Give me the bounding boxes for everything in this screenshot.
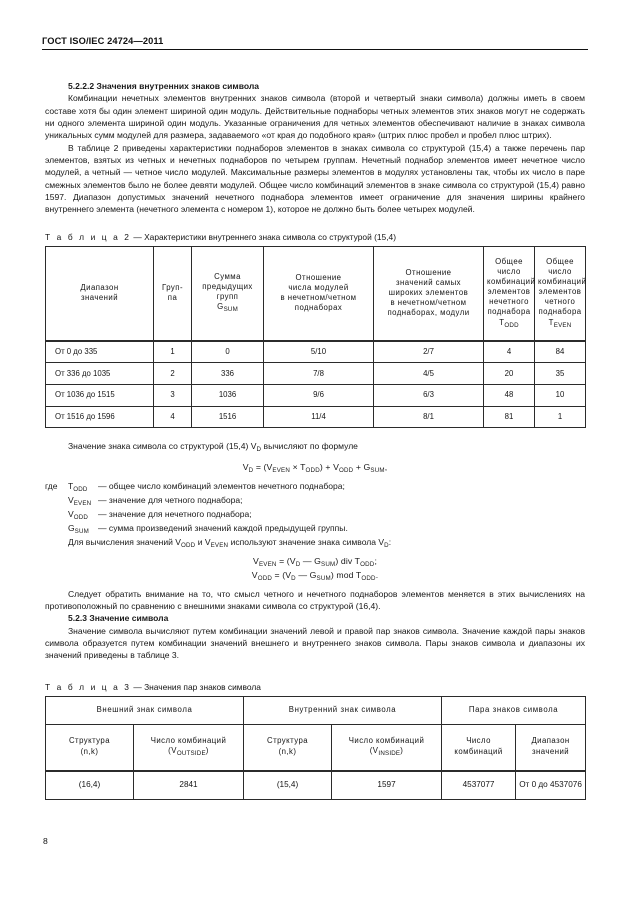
th-line: па xyxy=(167,292,178,302)
formula-subscript: ODD xyxy=(361,574,376,582)
where-symbol-subscript: ODD xyxy=(73,485,88,493)
spacer xyxy=(45,428,585,440)
cell-outside-combinations: 2841 xyxy=(134,771,244,800)
th-symbol: G xyxy=(217,302,224,312)
formula-token: = (V xyxy=(276,555,296,566)
formula-token: — G xyxy=(300,555,322,566)
where-symbol-subscript: EVEN xyxy=(73,499,92,507)
th-line: Число комбинаций xyxy=(348,735,425,745)
cell-outside-structure: (16,4) xyxy=(46,771,134,800)
cell-todd: 48 xyxy=(484,384,535,406)
cell-gsum: 1516 xyxy=(192,406,264,428)
cell-group: 3 xyxy=(154,384,192,406)
table3-th-pair-range xyxy=(516,724,586,771)
th-line: (n,k) xyxy=(278,746,297,756)
formula-token: = (V xyxy=(253,461,273,472)
where-symbol xyxy=(68,522,98,536)
header-standard-number: ГОСТ ISO/IEC 24724—2011 xyxy=(42,36,164,46)
where-definition: — сумма произведений значений каждой предыдущей группы. xyxy=(98,523,348,534)
cell-widest-ratio: 6/3 xyxy=(374,384,484,406)
th-line: поднабора xyxy=(487,307,531,317)
where-symbol-base: G xyxy=(68,523,75,534)
clause-heading-523: 5.2.3 Значение символа xyxy=(68,613,169,624)
table2-th-gsum xyxy=(192,246,264,341)
th-line: четного xyxy=(544,297,576,307)
table3-th-outside-combinations xyxy=(134,724,244,771)
usage-subscript: ODD xyxy=(180,542,196,550)
th-token: ) xyxy=(400,746,404,756)
th-subscript: INSIDE xyxy=(378,750,401,758)
formula-subscript: D xyxy=(248,466,254,474)
formula-token: — G xyxy=(295,569,317,580)
th-token: (V xyxy=(369,746,379,756)
formula-subscript: SUM xyxy=(370,466,385,474)
table3-th-pair-group: Пара знаков символа xyxy=(442,696,586,724)
table3-group-header-row xyxy=(46,696,586,724)
cell-gsum: 0 xyxy=(192,341,264,363)
formula-symbol-character-value xyxy=(45,461,585,475)
formula-intro-paragraph xyxy=(45,440,585,454)
th-line: широких элементов xyxy=(388,287,469,297)
where-symbol-base: V xyxy=(68,494,74,505)
cell-inside-structure: (15,4) xyxy=(244,771,332,800)
th-token: ) xyxy=(205,746,209,756)
th-line: значений xyxy=(532,746,570,756)
cell-group: 1 xyxy=(154,341,192,363)
cell-pair-range: От 0 до 4537076 xyxy=(516,771,586,800)
cell-widest-ratio: 8/1 xyxy=(374,406,484,428)
cell-group: 2 xyxy=(154,363,192,385)
usage-subscript: EVEN xyxy=(210,542,229,550)
th-line: элементов xyxy=(538,287,582,297)
th-line: комбинаций xyxy=(538,277,587,287)
formula-token: = (V xyxy=(272,569,292,580)
table3-th-outside-structure xyxy=(46,724,134,771)
th-line: Диапазон xyxy=(531,736,570,746)
formula-intro-subscript: D xyxy=(256,446,262,454)
table2-th-group xyxy=(154,246,192,341)
cell-range: От 1036 до 1515 xyxy=(46,384,154,406)
th-subscript: ODD xyxy=(504,321,519,329)
table2-th-widest-ratio xyxy=(374,246,484,341)
table2-th-teven xyxy=(535,246,586,341)
th-line: Отношение xyxy=(405,267,452,277)
clause-heading-5222: 5.2.2.2 Значения внутренних знаков символа xyxy=(68,81,260,91)
formula-line xyxy=(45,461,585,475)
formula-line-vodd xyxy=(45,569,585,583)
cell-teven: 84 xyxy=(535,341,586,363)
cell-widest-ratio: 4/5 xyxy=(374,363,484,385)
table-row xyxy=(46,341,586,363)
th-line: Общее число xyxy=(495,256,523,277)
formula-token: V xyxy=(253,555,259,566)
where-item xyxy=(45,522,585,536)
table3-caption xyxy=(45,682,585,692)
table2-th-module-ratio xyxy=(264,246,374,341)
usage-mid: и V xyxy=(195,537,211,548)
formula-token: V xyxy=(251,569,258,580)
cell-pair-combinations: 4537077 xyxy=(442,771,516,800)
table3-sub-header-row xyxy=(46,724,586,771)
where-definition: — значение для четного поднабора; xyxy=(98,494,243,505)
th-line: Отношение xyxy=(295,272,342,282)
cell-inside-combinations: 1597 xyxy=(332,771,442,800)
formula-token: . xyxy=(375,569,379,580)
formula-veven-vodd xyxy=(45,555,585,583)
cell-todd: 4 xyxy=(484,341,535,363)
cell-gsum: 336 xyxy=(192,363,264,385)
th-symbol: T xyxy=(499,317,505,327)
usage-suffix: используют значение знака символа V xyxy=(228,537,385,548)
th-line: Диапазон xyxy=(80,282,119,292)
formula-subscript: ODD xyxy=(257,574,273,582)
table2-header-row xyxy=(46,246,586,341)
th-line: поднаборах xyxy=(294,302,343,312)
th-line: Сумма xyxy=(214,272,241,282)
where-symbol-subscript: SUM xyxy=(74,528,90,536)
paragraph-note-reversed-meaning: Следует обратить внимание на то, что смысл четного и нечетного поднаборов элементов меняется в этих вычислениях на противоположный по сравнению с внешними знаками символа со структурой (16,4). xyxy=(45,588,585,611)
where-item xyxy=(45,508,585,522)
formula-subscript: ODD xyxy=(360,560,375,568)
formula-token: ) mod T xyxy=(330,569,362,580)
formula-subscript: D xyxy=(291,574,296,582)
table2-body xyxy=(46,341,586,428)
formula-intro-before: Значение знака символа со структурой (15,4) V xyxy=(68,441,257,452)
table2-th-todd xyxy=(484,246,535,341)
where-item xyxy=(45,480,585,494)
cell-module-ratio: 5/10 xyxy=(264,341,374,363)
formula-token: ) + V xyxy=(319,461,339,472)
formula-token: ) div T xyxy=(335,555,361,566)
usage-end: : xyxy=(388,537,392,548)
formula-subscript: SUM xyxy=(316,574,331,582)
where-symbol xyxy=(68,508,98,522)
table-row xyxy=(46,771,586,800)
where-symbol xyxy=(68,494,98,508)
table-row xyxy=(46,406,586,428)
page-number: 8 xyxy=(43,836,48,846)
table3-th-inside-combinations xyxy=(332,724,442,771)
formula-subscript: ODD xyxy=(338,466,354,474)
spacer xyxy=(45,216,585,232)
page-content xyxy=(45,80,585,800)
paragraph-inner-characters-1: Комбинации нечетных элементов внутренних знаков символа (второй и четвертый знаки символа) должны иметь в своем составе хотя бы один элемент шириной один модуль. Действительные поднаборы четных элементов этих знаков могут не содержать ни одного элемента шириной один модуль. Указанные ограничения для четных элементов обеспечивают наличие в знаках символа уникальных сумм модулей для размера, задаваемого «от края до подобного края» (штрих плюс пробел и пробел плюс штрих). xyxy=(45,93,585,141)
document-header xyxy=(42,36,588,50)
cell-module-ratio: 9/6 xyxy=(264,384,374,406)
th-line: Структура xyxy=(68,736,111,746)
formula-subscript: EVEN xyxy=(258,560,277,568)
cell-range: От 336 до 1035 xyxy=(46,363,154,385)
where-symbol-base: V xyxy=(68,508,74,519)
cell-module-ratio: 7/8 xyxy=(264,363,374,385)
th-line: Общее число xyxy=(546,256,574,277)
th-line: Груп- xyxy=(162,282,183,292)
paragraph-inner-characters-2: В таблице 2 приведены характеристики поднаборов элементов в знаках символа со структурой (15,4) а также перечень пар элементов, взятых из четных и нечетных поднаборов по четырем группам. Нечетный поднабор элементов имеет нечетное число модулей, а четный — четное число модулей. Максимальные размеры элементов в модулях установлены так, чтобы их число в паре смежных элементов было не более девяти модулей. Общее число комбинаций элементов в знаке символа со структурой (15,4) равно 1597. Диапазон допустимых значений нечетного поднабора элементов имеет ограничение для значения ширины крайнего внутреннего элемента (нечетного элемента с номером 1), которое не должно быть более четырех модулей. xyxy=(45,142,585,215)
th-subscript: EVEN xyxy=(553,321,572,329)
table3-caption-text: — Значения пар знаков символа xyxy=(133,681,261,692)
table2-wrapper xyxy=(45,246,585,428)
table3-th-outside-group: Внешний знак символа xyxy=(46,696,244,724)
where-definition: — общее число комбинаций элементов нечетного поднабора; xyxy=(98,480,345,491)
table3-th-pair-combinations xyxy=(442,724,516,771)
th-symbol: T xyxy=(548,317,554,327)
cell-teven: 35 xyxy=(535,363,586,385)
th-token: (V xyxy=(168,746,177,756)
cell-widest-ratio: 2/7 xyxy=(374,341,484,363)
header-rule xyxy=(42,49,588,50)
cell-todd: 20 xyxy=(484,363,535,385)
table2-caption xyxy=(45,232,585,242)
cell-gsum: 1036 xyxy=(192,384,264,406)
table3-th-inside-group: Внутренний знак символа xyxy=(244,696,442,724)
table2-th-range xyxy=(46,246,154,341)
where-definition: — значение для нечетного поднабора; xyxy=(98,508,252,519)
formula-subscript: EVEN xyxy=(272,466,291,474)
where-item xyxy=(45,494,585,508)
th-line: значений xyxy=(80,292,119,302)
table-3-character-pair-values xyxy=(45,696,586,800)
th-line: Структура xyxy=(266,736,309,746)
table3-th-inside-structure xyxy=(244,724,332,771)
formula-where-list xyxy=(45,480,585,551)
table2-caption-label: Т а б л и ц а 2 xyxy=(45,231,132,242)
table3-caption-label: Т а б л и ц а 3 xyxy=(45,681,132,692)
th-line: поднаборах, модули xyxy=(387,307,470,317)
th-line: элементов xyxy=(487,287,531,297)
th-line: групп xyxy=(216,292,239,302)
formula-line-veven xyxy=(45,555,585,569)
table-row xyxy=(46,363,586,385)
spacer xyxy=(45,662,585,682)
table-row xyxy=(46,384,586,406)
th-line: (n,k) xyxy=(80,746,99,756)
table-2-inner-character-characteristics xyxy=(45,246,586,428)
th-line: Число xyxy=(466,736,491,746)
th-line: комбинаций xyxy=(487,277,536,287)
th-line: нечетного xyxy=(489,297,529,307)
formula-token: × T xyxy=(290,461,306,472)
th-subscript: SUM xyxy=(223,306,238,314)
th-line: Число комбинаций xyxy=(150,735,227,745)
where-symbol-subscript: ODD xyxy=(73,514,89,521)
formula-token: ; xyxy=(374,555,377,566)
th-line: поднабора xyxy=(538,307,582,317)
cell-teven: 10 xyxy=(535,384,586,406)
th-line: в нечетном/четном xyxy=(390,297,467,307)
formula-token: V xyxy=(242,461,249,472)
where-lead: где xyxy=(45,480,58,491)
cell-range: От 0 до 335 xyxy=(46,341,154,363)
formula-subscript: ODD xyxy=(305,466,320,474)
formula-token: , xyxy=(384,461,388,472)
formula-subscript: D xyxy=(295,560,301,568)
formula-intro-after: вычисляют по формуле xyxy=(261,441,358,452)
th-subscript: OUTSIDE xyxy=(176,750,206,758)
where-symbol xyxy=(68,480,98,494)
where-usage-line xyxy=(45,536,585,550)
usage-subscript: D xyxy=(384,542,389,550)
cell-module-ratio: 11/4 xyxy=(264,406,374,428)
table3-body xyxy=(46,771,586,800)
th-line: числа модулей xyxy=(288,282,349,292)
cell-range: От 1516 до 1596 xyxy=(46,406,154,428)
where-symbol-base: T xyxy=(68,480,74,491)
table2-caption-text: — Характеристики внутреннего знака символа со структурой (15,4) xyxy=(133,231,396,242)
th-line: значений самых xyxy=(395,277,462,287)
th-line: комбинаций xyxy=(454,746,503,756)
th-line: предыдущих xyxy=(202,282,253,292)
cell-teven: 1 xyxy=(535,406,586,428)
cell-group: 4 xyxy=(154,406,192,428)
formula-subscript: SUM xyxy=(321,560,336,568)
cell-todd: 81 xyxy=(484,406,535,428)
usage-prefix: Для вычисления значений V xyxy=(68,537,181,548)
formula-token: + G xyxy=(353,461,371,472)
paragraph-symbol-value: Значение символа вычисляют путем комбинации значений левой и правой пар знаков символа. Значение каждой пары знаков символа образуется путем комбинации значений внешнего и внутреннего знаков символа. Пары знаков символа и диапазоны их значений приведены в таблице 3. xyxy=(45,625,585,661)
th-line: в нечетном/четном xyxy=(280,292,357,302)
